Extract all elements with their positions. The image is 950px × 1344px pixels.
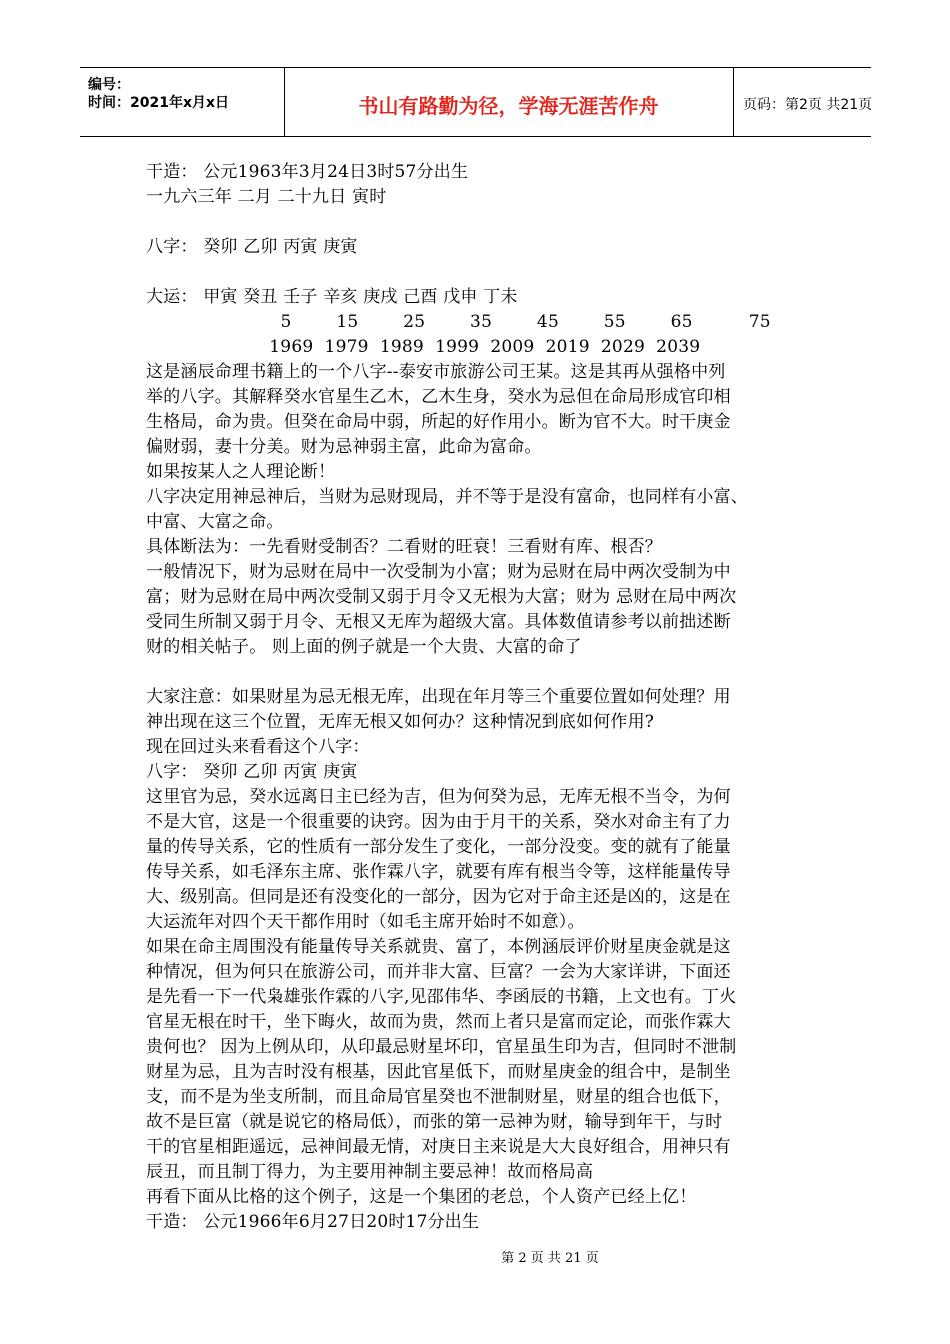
- blank-line: [146, 210, 806, 235]
- text-line: 大运流年对四个天干都作用时（如毛主席开始时不如意）。: [146, 912, 585, 932]
- header-page-number: 页码：第2页 共21页: [743, 97, 873, 113]
- text-line: 八字决定用神忌神后，当财为忌财现局，并不等于是没有富命，也同样有小富、: [146, 487, 748, 507]
- text-line: 贵何也？ 因为上例从印，从印最忌财星坏印，官星虽生印为吉，但同时不泄制: [146, 1037, 737, 1057]
- text-line: 生格局，命为贵。但癸在命局中弱，所起的好作用小。断为官不大。时干庚金: [146, 412, 731, 432]
- text-line: 这是涵辰命理书籍上的一个八字--泰安市旅游公司王某。这是其再从强格中列: [146, 362, 726, 382]
- text-line: 一九六三年 二月 二十九日 寅时: [146, 187, 387, 207]
- text-line: 大、级别高。但同是还有没变化的一部分，因为它对于命主还是凶的，这是在: [146, 887, 731, 907]
- text-line: 受同生所制又弱于月令、无根又无库为超级大富。具体数值请参考以前拙述断: [146, 612, 731, 632]
- text-line: 大运： 甲寅 癸丑 壬子 辛亥 庚戌 己酉 戊申 丁未: [146, 287, 518, 307]
- blank-line: [146, 260, 806, 285]
- header-motto: 书山有路勤为径，学海无涯苦作舟: [358, 94, 659, 118]
- text-line: 种情况，但为何只在旅游公司，而并非大富、巨富？一会为大家详讲，下面还: [146, 962, 731, 982]
- text-line: 财的相关帖子。 则上面的例子就是一个大贵、大富的命了: [146, 637, 582, 657]
- text-line: 是先看一下一代枭雄张作霖的八字,见邵伟华、李函辰的书籍，上文也有。丁火: [146, 987, 737, 1007]
- document-body: [146, 160, 806, 1235]
- text-line: 支，而不是为坐支所制，而且命局官星癸也不泄制财星，财星的组合也低下，: [146, 1087, 731, 1107]
- text-line: 如果在命主周围没有能量传导关系就贵、富了，本例涵辰评价财星庚金就是这: [146, 937, 731, 957]
- text-line: 辰丑，而且制丁得力，为主要用神制主要忌神！故而格局高: [146, 1162, 594, 1182]
- text-line: 中富、大富之命。: [146, 512, 284, 532]
- text-line: 具体断法为：一先看财受制否？二看财的旺衰！三看财有库、根否？: [146, 537, 662, 557]
- page-footer: 第 2 页 共 21 页: [501, 1251, 599, 1266]
- text-line: 量的传导关系，它的性质有一部分发生了变化，一部分没变。变的就有了能量: [146, 837, 731, 857]
- text-line: 干的官星相距遥远，忌神间最无情，对庚日主来说是大大良好组合，用神只有: [146, 1137, 731, 1157]
- text-line: 官星无根在时干，坐下晦火，故而为贵，然而上者只是富而定论，而张作霖大: [146, 1012, 731, 1032]
- text-line: 八字： 癸卯 乙卯 丙寅 庚寅: [146, 237, 358, 257]
- text-line: 富；财为忌财在局中两次受制又弱于月令又无根为大富；财为 忌财在局中两次: [146, 587, 737, 607]
- text-line: 传导关系，如毛泽东主席、张作霖八字，就要有库有根当令等，这样能量传导: [146, 862, 731, 882]
- text-line: 八字： 癸卯 乙卯 丙寅 庚寅: [146, 762, 358, 782]
- document-number-label: 编号：: [88, 77, 130, 93]
- text-line: 干造： 公元1963年3月24日3时57分出生: [146, 162, 469, 182]
- text-line: 1969 1979 1989 1999 2009 2019 2029 2039: [146, 337, 701, 357]
- text-line: 财星为忌，且为吉时没有根基，因此官星低下，而财星庚金的组合中，是制坐: [146, 1062, 731, 1082]
- header-motto-cell: [284, 68, 734, 136]
- text-line: 神出现在这三个位置，无库无根又如何办？这种情况到底如何作用?: [146, 712, 655, 732]
- text-line: 现在回过头来看看这个八字：: [146, 737, 370, 757]
- text-line: 大家注意：如果财星为忌无根无库，出现在年月等三个重要位置如何处理？用: [146, 687, 731, 707]
- text-line: 5 15 25 35 45 55 65 75: [146, 312, 771, 332]
- text-line: 再看下面从比格的这个例子，这是一个集团的老总，个人资产已经上亿！: [146, 1187, 697, 1207]
- header-info-cell: [80, 68, 285, 136]
- text-line: 偏财弱，妻十分美。财为忌神弱主富，此命为富命。: [146, 437, 542, 457]
- text-line: 故不是巨富（就是说它的格局低），而张的第一忌神为财，输导到年干，与时: [146, 1112, 723, 1132]
- text-line: 干造： 公元1966年6月27日20时17分出生: [146, 1212, 480, 1232]
- document-time-label: 时间：2021年x月x日: [88, 95, 230, 111]
- text-line: 不是大官，这是一个很重要的诀窍。因为由于月干的关系，癸水对命主有了力: [146, 812, 731, 832]
- page-header: [80, 67, 871, 137]
- header-page-cell: [733, 68, 871, 136]
- text-line: 举的八字。其解释癸水官星生乙木，乙木生身，癸水为忌但在命局形成官印相: [146, 387, 731, 407]
- blank-line: [146, 660, 806, 685]
- text-line: 一般情况下，财为忌财在局中一次受制为小富；财为忌财在局中两次受制为中: [146, 562, 731, 582]
- text-line: 这里官为忌，癸水远离日主已经为吉，但为何癸为忌，无库无根不当令，为何: [146, 787, 731, 807]
- text-line: 如果按某人之人理论断！: [146, 462, 336, 482]
